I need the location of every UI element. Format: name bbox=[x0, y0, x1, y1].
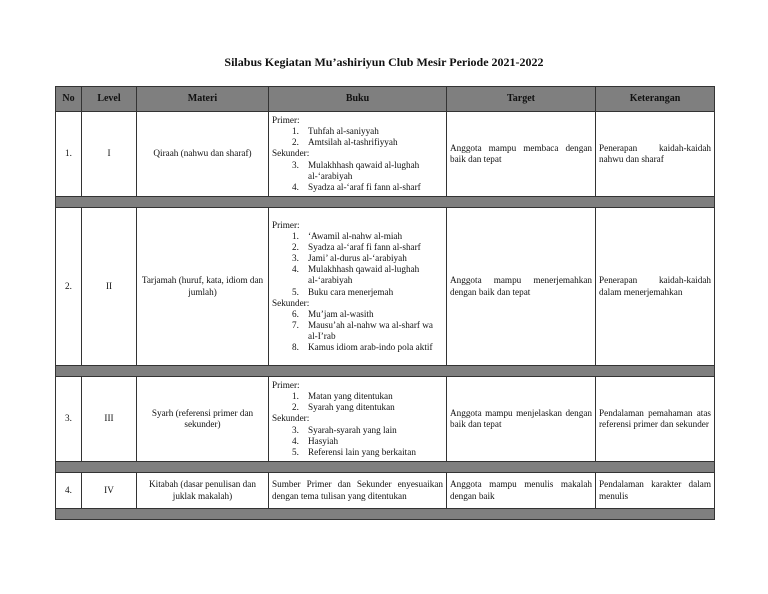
list-item bbox=[272, 320, 443, 342]
list-number: 3. bbox=[292, 159, 299, 170]
separator-cell bbox=[56, 462, 715, 473]
cell-level: IV bbox=[82, 473, 137, 509]
table-header-row bbox=[56, 87, 715, 112]
list-item bbox=[272, 436, 443, 447]
cell-target: Anggota mampu menjelaskan dengan baik dan tepat bbox=[447, 377, 596, 462]
cell-no: 3. bbox=[56, 377, 82, 462]
header-level: Level bbox=[82, 87, 137, 112]
sekunder-list bbox=[272, 425, 443, 458]
list-item bbox=[272, 342, 443, 353]
list-number: 5. bbox=[292, 286, 299, 297]
cell-buku bbox=[269, 208, 447, 366]
list-number: 8. bbox=[292, 341, 299, 352]
primer-label: Primer: bbox=[272, 380, 300, 391]
book-title: Tuhfah al-saniyyah bbox=[308, 126, 379, 137]
cell-materi: Syarh (referensi primer dan sekunder) bbox=[137, 377, 269, 462]
book-title: Amtsilah al-tashrifiyyah bbox=[308, 137, 398, 148]
list-item bbox=[272, 242, 443, 253]
separator-cell bbox=[56, 366, 715, 377]
primer-label: Primer: bbox=[272, 115, 300, 126]
separator-row bbox=[56, 197, 715, 208]
book-title: Syadza al-‘araf fi fann al-sharf bbox=[308, 242, 421, 253]
list-number: 1. bbox=[292, 231, 299, 242]
sekunder-list bbox=[272, 309, 443, 353]
book-title: ‘Awamil al-nahw al-miah bbox=[308, 231, 403, 242]
cell-level: I bbox=[82, 112, 137, 197]
list-item bbox=[272, 253, 443, 264]
syllabus-table bbox=[55, 86, 715, 520]
list-number: 4. bbox=[292, 435, 299, 446]
separator-row bbox=[56, 462, 715, 473]
sekunder-label: Sekunder: bbox=[272, 148, 310, 159]
book-title: Kamus idiom arab-indo pola aktif bbox=[308, 341, 433, 352]
separator-cell bbox=[56, 509, 715, 520]
list-number: 6. bbox=[292, 308, 299, 319]
cell-buku: Sumber Primer dan Sekunder enyesuaikan dengan tema tulisan yang ditentukan bbox=[269, 473, 447, 509]
primer-list bbox=[272, 126, 443, 148]
cell-no: 1. bbox=[56, 112, 82, 197]
cell-buku bbox=[269, 377, 447, 462]
sekunder-label: Sekunder: bbox=[272, 413, 310, 424]
book-title: Syadza al-‘araf fi fann al-sharf bbox=[308, 181, 421, 192]
list-number: 2. bbox=[292, 402, 299, 413]
cell-keterangan: Penerapan kaidah-kaidah nahwu dan sharaf bbox=[596, 112, 715, 197]
list-item bbox=[272, 309, 443, 320]
separator-cell bbox=[56, 197, 715, 208]
cell-no: 2. bbox=[56, 208, 82, 366]
primer-list bbox=[272, 391, 443, 413]
cell-no: 4. bbox=[56, 473, 82, 509]
cell-level: III bbox=[82, 377, 137, 462]
list-item bbox=[272, 391, 443, 402]
list-number: 3. bbox=[292, 424, 299, 435]
header-target: Target bbox=[447, 87, 596, 112]
primer-list bbox=[272, 231, 443, 297]
list-number: 3. bbox=[292, 253, 299, 264]
cell-materi: Tarjamah (huruf, kata, idiom dan jumlah) bbox=[137, 208, 269, 366]
book-title: Syarah yang ditentukan bbox=[308, 402, 395, 413]
cell-target: Anggota mampu membaca dengan baik dan tepat bbox=[447, 112, 596, 197]
list-item bbox=[272, 402, 443, 413]
list-number: 4. bbox=[292, 181, 299, 192]
cell-buku bbox=[269, 112, 447, 197]
table-row bbox=[56, 112, 715, 197]
book-title: Mulakhhash qawaid al-lughah al-‘arabiyah bbox=[308, 159, 420, 181]
book-title: Referensi lain yang berkaitan bbox=[308, 446, 416, 457]
book-title: Hasyiah bbox=[308, 435, 339, 446]
list-number: 1. bbox=[292, 126, 299, 137]
list-item bbox=[272, 126, 443, 137]
list-number: 1. bbox=[292, 391, 299, 402]
list-number: 2. bbox=[292, 242, 299, 253]
book-title: Buku cara menerjemah bbox=[308, 286, 394, 297]
book-title: Mulakhhash qawaid al-lughah al-‘arabiyah bbox=[308, 264, 420, 286]
header-keterangan: Keterangan bbox=[596, 87, 715, 112]
list-item bbox=[272, 182, 443, 193]
cell-target: Anggota mampu menerjemahkan dengan baik dan tepat bbox=[447, 208, 596, 366]
book-title: Jami’ al-durus al-‘arabiyah bbox=[308, 253, 407, 264]
table-row bbox=[56, 208, 715, 366]
header-no: No bbox=[56, 87, 82, 112]
list-item bbox=[272, 264, 443, 286]
book-title: Mu’jam al-wasith bbox=[308, 308, 374, 319]
cell-target: Anggota mampu menulis makalah dengan baik bbox=[447, 473, 596, 509]
book-title: Matan yang ditentukan bbox=[308, 391, 393, 402]
list-item bbox=[272, 160, 443, 182]
list-item bbox=[272, 231, 443, 242]
list-item bbox=[272, 137, 443, 148]
list-number: 2. bbox=[292, 137, 299, 148]
cell-materi: Qiraah (nahwu dan sharaf) bbox=[137, 112, 269, 197]
table-row bbox=[56, 473, 715, 509]
header-buku: Buku bbox=[269, 87, 447, 112]
separator-row bbox=[56, 366, 715, 377]
document-title: Silabus Kegiatan Mu’ashiriyun Club Mesir Periode 2021-2022 bbox=[224, 55, 544, 69]
sekunder-list bbox=[272, 160, 443, 193]
cell-keterangan: Pendalaman pemahaman atas referensi primer dan sekunder bbox=[596, 377, 715, 462]
list-number: 4. bbox=[292, 264, 299, 275]
primer-label: Primer: bbox=[272, 220, 300, 231]
cell-level: II bbox=[82, 208, 137, 366]
list-number: 7. bbox=[292, 319, 299, 330]
list-number: 5. bbox=[292, 446, 299, 457]
list-item bbox=[272, 447, 443, 458]
cell-keterangan: Penerapan kaidah-kaidah dalam menerjemahkan bbox=[596, 208, 715, 366]
cell-keterangan: Pendalaman karakter dalam menulis bbox=[596, 473, 715, 509]
table-row bbox=[56, 377, 715, 462]
book-title: Syarah-syarah yang lain bbox=[308, 424, 397, 435]
separator-row bbox=[56, 509, 715, 520]
cell-materi: Kitabah (dasar penulisan dan juklak makalah) bbox=[137, 473, 269, 509]
header-materi: Materi bbox=[137, 87, 269, 112]
book-title: Mausu’ah al-nahw wa al-sharf wa al-I’rab bbox=[308, 319, 434, 341]
sekunder-label: Sekunder: bbox=[272, 297, 310, 308]
list-item bbox=[272, 425, 443, 436]
list-item bbox=[272, 287, 443, 298]
